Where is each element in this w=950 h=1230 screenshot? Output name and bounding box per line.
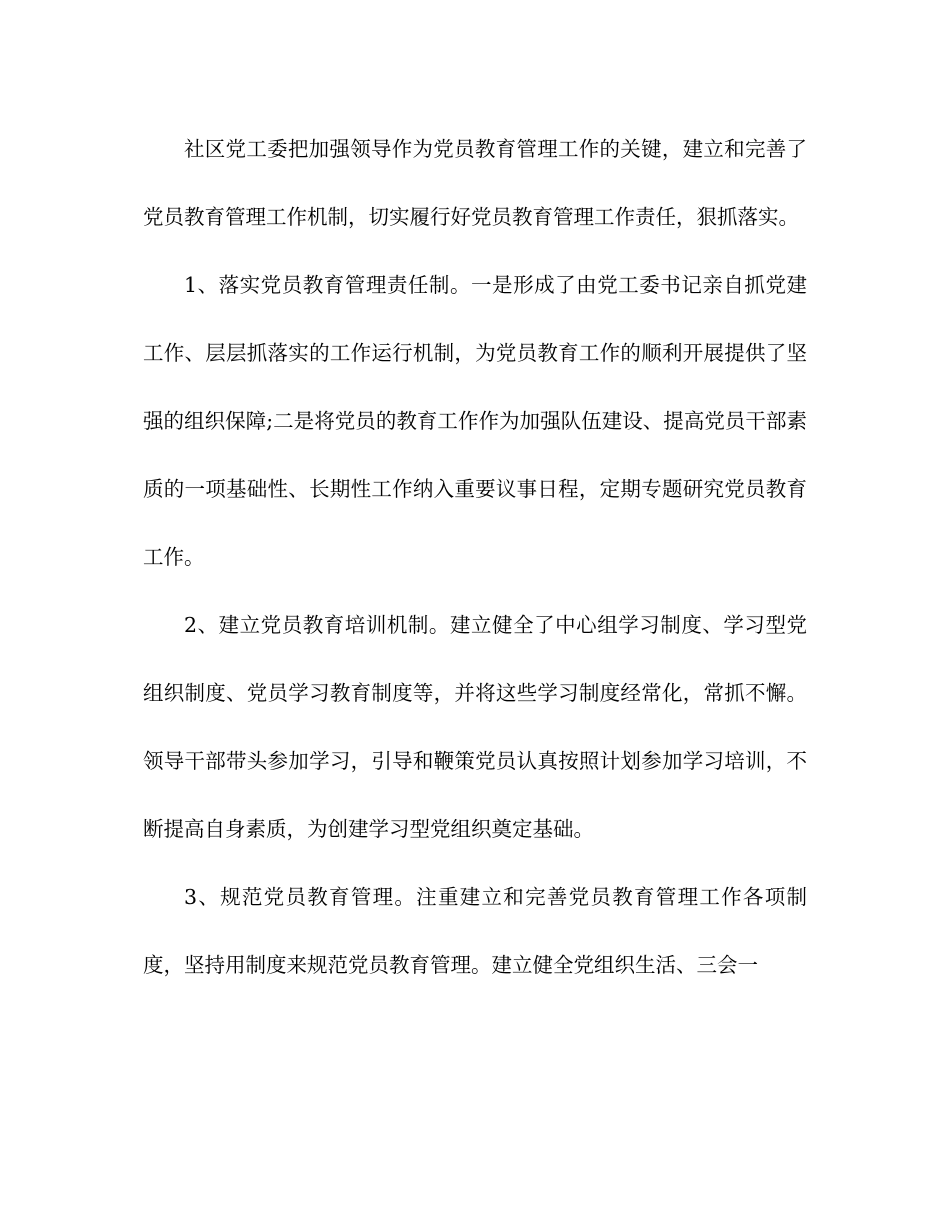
paragraph-item-1: 1、落实党员教育管理责任制。一是形成了由党工委书记亲自抓党建工作、层层抓落实的工作运行机制，为党员教育工作的顺利开展提供了坚强的组织保障;二是将党员的教育工作作为加强队伍建设、提高党员干部素质的一项基础性、长期性工作纳入重要议事日程，定期专题研究党员教育工作。: [143, 273, 807, 569]
paragraph-intro: 社区党工委把加强领导作为党员教育管理工作的关键，建立和完善了党员教育管理工作机制，切实履行好党员教育管理工作责任，狠抓落实。: [143, 137, 807, 229]
document-body: [143, 115, 807, 999]
paragraph-item-3: 3、规范党员教育管理。注重建立和完善党员教育管理工作各项制度，坚持用制度来规范党员教育管理。建立健全党组织生活、三会一: [143, 885, 807, 977]
paragraph-item-2: 2、建立党员教育培训机制。建立健全了中心组学习制度、学习型党组织制度、党员学习教育制度等，并将这些学习制度经常化，常抓不懈。领导干部带头参加学习，引导和鞭策党员认真按照计划参加学习培训，不断提高自身素质，为创建学习型党组织奠定基础。: [143, 613, 807, 841]
